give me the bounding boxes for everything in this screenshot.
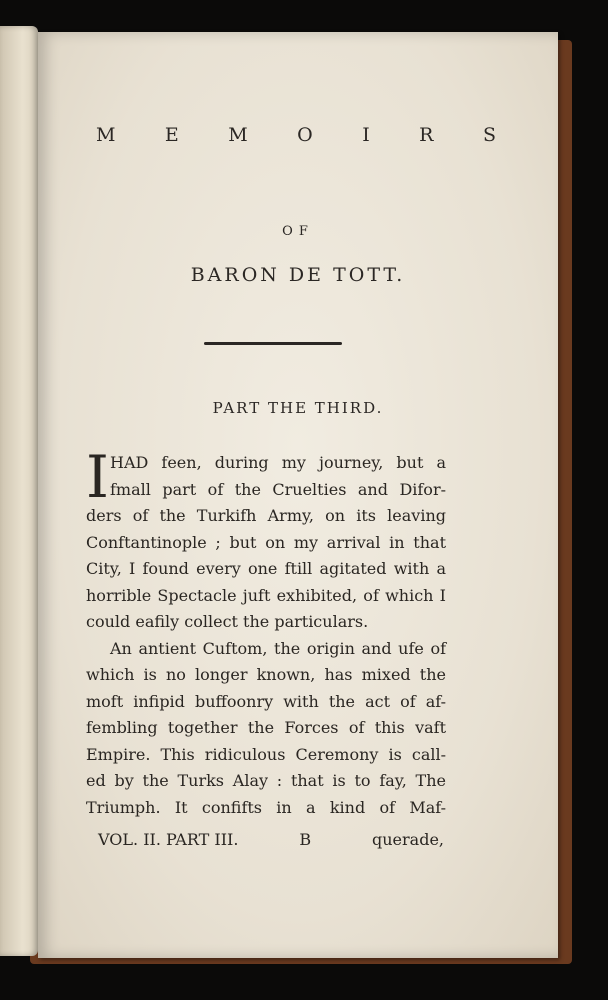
paragraph-2 [86, 636, 446, 822]
body-text [86, 443, 446, 821]
title-letter: E [164, 124, 179, 146]
book-page [38, 32, 558, 958]
paragraph-1 [86, 443, 446, 636]
text-line: ed by the Turks Alay : that is to fay, The [86, 771, 446, 790]
text-line: moft infipid buffoonry with the act of af- [86, 691, 446, 711]
volume-signature: VOL. II. PART III. [98, 830, 239, 849]
text-line: horrible Spectacle juft exhibited, of which I [86, 585, 446, 605]
text-line: could eafily collect the particulars. [86, 612, 369, 631]
text-line: HAD feen, during my journey, but a [110, 453, 446, 472]
text-line: Conftantinople ; but on my arrival in that [86, 532, 446, 552]
gathering-signature: B [299, 830, 312, 849]
title-letter: M [96, 124, 116, 146]
title-of: OF [282, 224, 314, 239]
catchword: querade, [372, 830, 444, 849]
title-letter: I [362, 124, 370, 146]
text-line: fmall part of the Cruelties and Difor- [110, 479, 446, 499]
title-letter: R [419, 124, 434, 146]
text-line: City, I found every one ftill agitated with a [86, 559, 446, 578]
text-line: fembling together the Forces of this vaft [86, 718, 446, 737]
title-letter: O [297, 124, 313, 146]
part-heading: PART THE THIRD. [212, 399, 384, 417]
title-letter: M [228, 124, 248, 146]
facing-page-edge [0, 26, 38, 956]
drop-cap: I [86, 443, 109, 511]
page-footer [98, 830, 444, 849]
text-line: ders of the Turkifh Army, on its leaving [86, 506, 446, 525]
title-letter: S [482, 124, 496, 146]
text-line: Triumph. It confifts in a kind of Maf- [86, 797, 446, 817]
text-line: Empire. This ridiculous Ceremony is call- [86, 744, 446, 764]
text-line: which is no longer known, has mixed the [86, 665, 446, 684]
text-line: An antient Cuftom, the origin and ufe of [110, 638, 446, 658]
title-baron: BARON DE TOTT. [190, 264, 406, 286]
title-memoirs [96, 124, 496, 146]
ornamental-rule [204, 342, 342, 345]
